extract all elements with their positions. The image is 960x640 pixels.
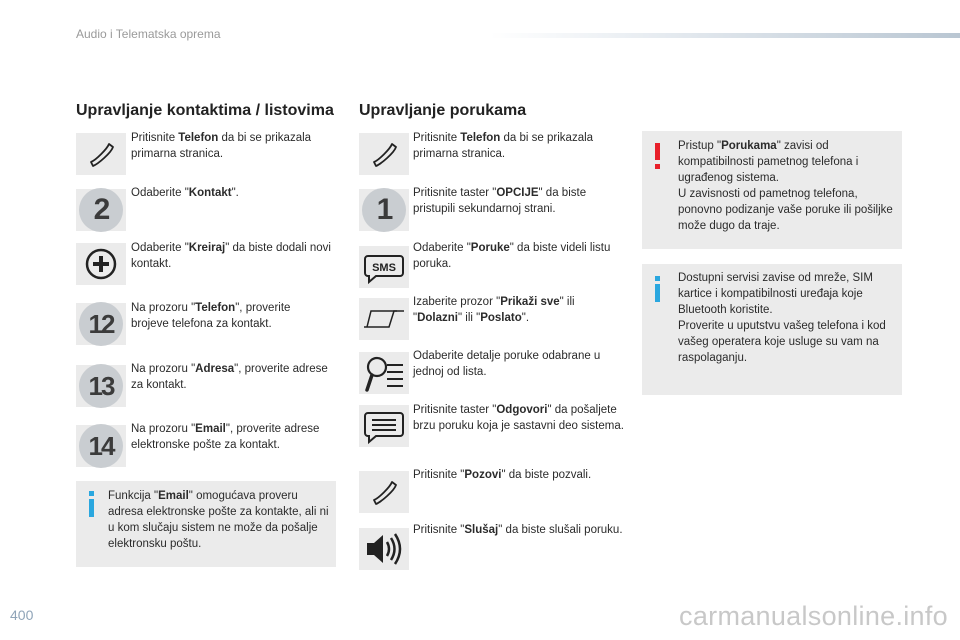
step-badge[interactable]: 13	[76, 365, 126, 407]
svg-text:SMS: SMS	[372, 262, 396, 274]
plus-circle-icon[interactable]	[76, 243, 126, 285]
header-title: Audio i Telematska oprema	[76, 27, 221, 41]
message-step-text: Pritisnite taster "OPCIJE" da biste pristupili sekundarnoj strani.	[413, 187, 587, 215]
watermark: carmanualsonline.info	[679, 601, 948, 631]
step-badge[interactable]: 1	[359, 189, 409, 231]
speaker-icon[interactable]	[359, 528, 409, 570]
step-badge[interactable]: 14	[76, 425, 126, 467]
tabs-icon[interactable]	[359, 298, 409, 340]
email-info-note	[76, 481, 336, 567]
contact-step-text: Na prozoru "Adresa", proverite adrese za kontakt.	[131, 363, 328, 391]
contact-step-text: Odaberite "Kontakt".	[131, 187, 239, 199]
sms-icon[interactable]	[359, 246, 409, 288]
message-step-text: Pritisnite taster "Odgovori" da pošaljete brzu poruku koja je sastavni deo sistema.	[413, 404, 624, 432]
message-step-text: Pritisnite "Slušaj" da biste slušali poruku.	[413, 524, 623, 536]
contact-step-text: Pritisnite Telefon da bi se prikazala primarna stranica.	[131, 132, 312, 160]
contact-step-text: Odaberite "Kreiraj" da biste dodali novi kontakt.	[131, 242, 331, 270]
message-step-text: Odaberite "Poruke" da biste videli listu poruka.	[413, 242, 611, 270]
phone-icon[interactable]	[76, 133, 126, 175]
info-icon	[654, 276, 662, 307]
warning-icon	[654, 143, 662, 174]
message-step-text: Izaberite prozor "Prikaži sve" ili "Dolazni" ili "Poslato".	[413, 296, 575, 324]
magnifier-list-icon[interactable]	[359, 352, 409, 394]
quick-reply-icon[interactable]	[359, 405, 409, 447]
contact-step-text: Na prozoru "Telefon", proverite brojeve telefona za kontakt.	[131, 302, 291, 330]
warning-text: Pristup "Porukama" zavisi od kompatibilnosti pametnog telefona i ugrađenog sistema. U zavisnosti od pametnog telefona, ponovno podizanje vaše poruke ili pošiljke može dugo da traje.	[678, 140, 893, 232]
info-text: Dostupni servisi zavise od mreže, SIM kartice i kompatibilnosti uređaja koje Bluetooth koristite. Proverite u uputstvu vašeg telefona i kod vašeg operatera koje usluge su vam na raspolaganju.	[678, 272, 886, 364]
messages-section-title: Upravljanje porukama	[359, 102, 527, 119]
warning-note	[642, 131, 902, 249]
contact-step-text: Na prozoru "Email", proverite adrese elektronske pošte za kontakt.	[131, 423, 320, 451]
phone-icon[interactable]	[359, 471, 409, 513]
step-badge[interactable]: 12	[76, 303, 126, 345]
contacts-section-title: Upravljanje kontaktima / listovima	[76, 102, 334, 119]
header-divider	[490, 33, 960, 38]
page-number: 400	[10, 607, 34, 623]
message-step-text: Pritisnite Telefon da bi se prikazala primarna stranica.	[413, 132, 594, 160]
message-step-text: Pritisnite "Pozovi" da biste pozvali.	[413, 469, 592, 481]
step-badge[interactable]: 2	[76, 189, 126, 231]
info-icon	[88, 491, 96, 522]
services-info-note	[642, 264, 902, 395]
note-text: Funkcija "Email" omogućava proveru adresa elektronske pošte za kontakte, ali ni u kom slučaju sistem ne može da pošalje elektronsku poštu.	[108, 490, 329, 550]
message-step-text: Odaberite detalje poruke odabrane u jednoj od lista.	[413, 350, 601, 378]
phone-icon[interactable]	[359, 133, 409, 175]
